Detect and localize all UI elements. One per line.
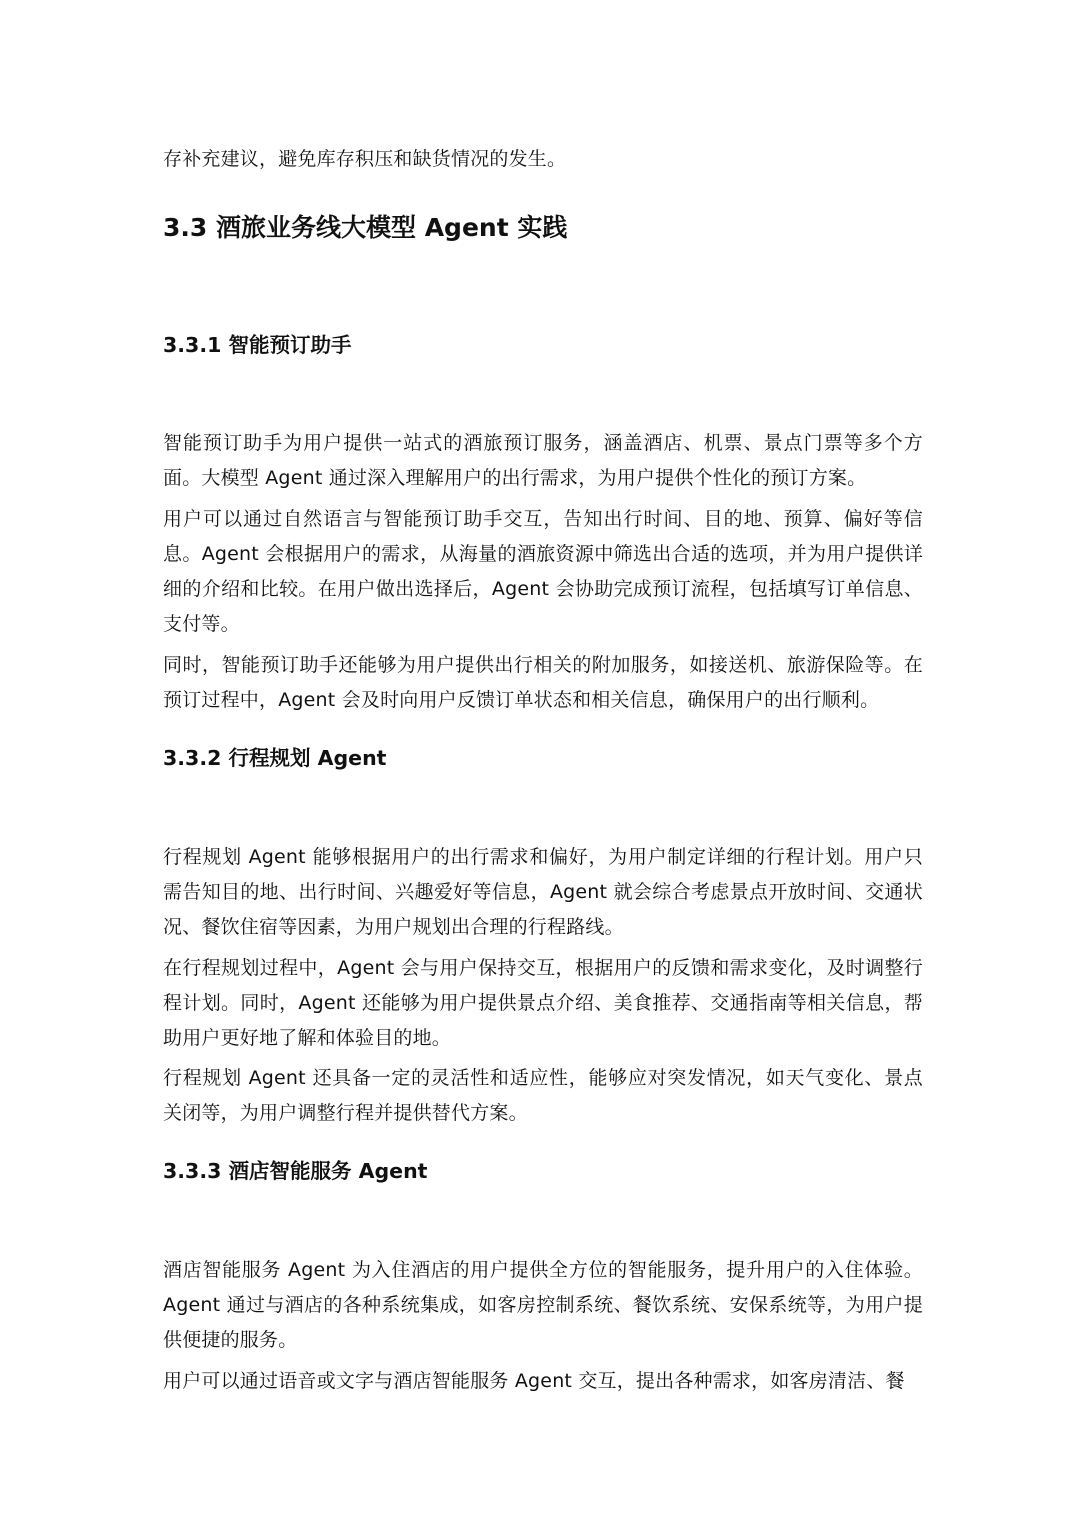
paragraph-text: 酒店智能服务 Agent 为入住酒店的用户提供全方位的智能服务，提升用户的入住体验。Agent 通过与酒店的各种系统集成，如客房控制系统、餐饮系统、安保系统等，为用户提供便捷的服务。 — [163, 1259, 923, 1351]
paragraph-text: 存补充建议，避免库存积压和缺货情况的发生。 — [163, 148, 567, 170]
intro-paragraph — [163, 142, 923, 177]
paragraph-text: 用户可以通过语音或文字与酒店智能服务 Agent 交互，提出各种需求，如客房清洁、餐 — [163, 1370, 905, 1392]
subsection-heading-3 — [163, 1156, 923, 1186]
paragraph-3-1 — [163, 1253, 923, 1358]
subsection-title: 3.3.1 智能预订助手 — [163, 333, 352, 357]
section-title: 3.3 酒旅业务线大模型 Agent 实践 — [163, 213, 568, 242]
section-heading — [163, 211, 923, 245]
subsection-title: 3.3.2 行程规划 Agent — [163, 746, 387, 770]
subsection-title: 3.3.3 酒店智能服务 Agent — [163, 1159, 428, 1183]
paragraph-2-1 — [163, 840, 923, 945]
paragraph-text: 同时，智能预订助手还能够为用户提供出行相关的附加服务，如接送机、旅游保险等。在预订过程中，Agent 会及时向用户反馈订单状态和相关信息，确保用户的出行顺利。 — [163, 654, 923, 711]
paragraph-text: 行程规划 Agent 能够根据用户的出行需求和偏好，为用户制定详细的行程计划。用户只需告知目的地、出行时间、兴趣爱好等信息，Agent 就会综合考虑景点开放时间、交通状况、餐饮住宿等因素，为用户规划出合理的行程路线。 — [163, 846, 923, 938]
paragraph-1-2 — [163, 502, 923, 642]
paragraph-2-2 — [163, 951, 923, 1056]
paragraph-1-3 — [163, 648, 923, 718]
paragraph-text: 在行程规划过程中，Agent 会与用户保持交互，根据用户的反馈和需求变化，及时调整行程计划。同时，Agent 还能够为用户提供景点介绍、美食推荐、交通指南等相关信息，帮助用户更好地了解和体验目的地。 — [163, 957, 923, 1049]
paragraph-2-3 — [163, 1061, 923, 1131]
paragraph-text: 用户可以通过自然语言与智能预订助手交互，告知出行时间、目的地、预算、偏好等信息。Agent 会根据用户的需求，从海量的酒旅资源中筛选出合适的选项，并为用户提供详细的介绍和比较。在用户做出选择后，Agent 会协助完成预订流程，包括填写订单信息、支付等。 — [163, 508, 923, 635]
subsection-heading-2 — [163, 743, 923, 773]
paragraph-1-1 — [163, 426, 923, 496]
paragraph-3-2 — [163, 1364, 923, 1399]
paragraph-text: 智能预订助手为用户提供一站式的酒旅预订服务，涵盖酒店、机票、景点门票等多个方面。大模型 Agent 通过深入理解用户的出行需求，为用户提供个性化的预订方案。 — [163, 432, 923, 489]
paragraph-text: 行程规划 Agent 还具备一定的灵活性和适应性，能够应对突发情况，如天气变化、景点关闭等，为用户调整行程并提供替代方案。 — [163, 1067, 923, 1124]
subsection-heading-1 — [163, 330, 923, 360]
